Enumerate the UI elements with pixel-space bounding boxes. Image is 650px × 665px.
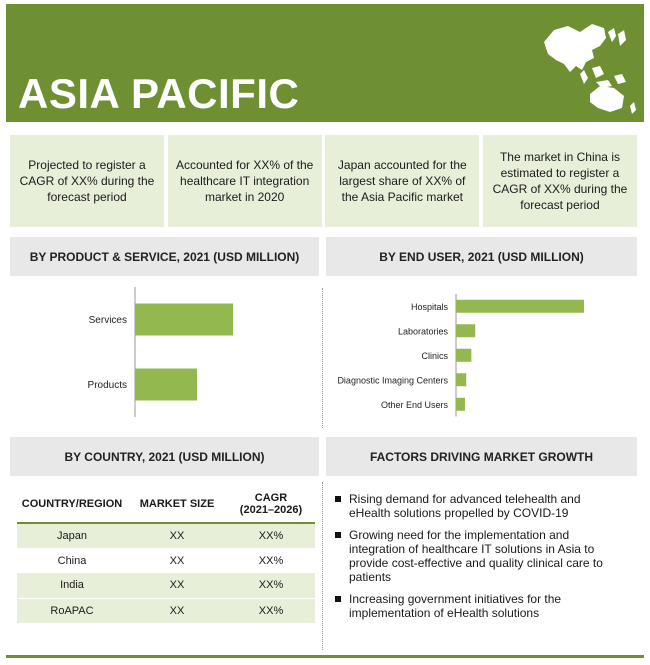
list-item <box>335 592 625 620</box>
table-row <box>17 598 315 623</box>
bar-other-end-users <box>456 398 465 411</box>
list-item <box>335 528 625 584</box>
category-label: Other End Users <box>380 399 448 410</box>
enduser-section-header: BY END USER, 2021 (USD MILLION) <box>326 237 637 276</box>
cagr-cell: XX% <box>258 554 284 567</box>
bar-services <box>135 304 233 336</box>
cagr-cell: XX% <box>227 573 315 598</box>
category-label: Diagnostic Imaging Centers <box>337 375 448 386</box>
stat-share-2020: Accounted for XX% of the healthcare IT integration market in 2020 <box>168 135 322 227</box>
size-cell: XX <box>169 554 185 567</box>
table-row <box>17 573 315 598</box>
table-row <box>17 523 315 548</box>
factor-text: Growing need for the implementation and integration of healthcare IT solutions in Asia to provide cost-effective and quality clinical care to patients <box>349 528 603 584</box>
category-label: Laboratories <box>397 326 448 337</box>
cagr-label: CAGR <box>254 491 288 504</box>
bottom-rule <box>6 655 644 658</box>
factors-section-header: FACTORS DRIVING MARKET GROWTH <box>326 437 637 476</box>
country-section-header: BY COUNTRY, 2021 (USD MILLION) <box>10 437 319 476</box>
table-row <box>17 548 315 573</box>
category-label: Clinics <box>421 350 448 361</box>
col-header-size: MARKET SIZE <box>127 481 227 523</box>
cagr-period: (2021–2026) <box>239 503 303 516</box>
key-stats <box>10 135 637 227</box>
bar-diagnostic-imaging-centers <box>456 373 466 386</box>
region-title: ASIA PACIFIC <box>18 70 300 117</box>
bar-hospitals <box>456 300 584 313</box>
product-section-header: BY PRODUCT & SERVICE, 2021 (USD MILLION) <box>10 237 319 276</box>
factor-text: Rising demand for advanced telehealth and eHealth solutions propelled by COVID-19 <box>349 492 581 520</box>
bullet-icon <box>335 532 341 538</box>
region-cell: RoAPAC <box>17 598 127 623</box>
col-header-region: COUNTRY/REGION <box>17 481 127 523</box>
asia-pacific-map-icon <box>534 12 642 118</box>
region-cell: India <box>17 573 127 598</box>
list-item <box>335 492 625 520</box>
size-cell: XX <box>127 573 227 598</box>
category-label: Hospitals <box>410 301 448 312</box>
category-label: Products <box>87 380 127 391</box>
end-user-chart <box>326 285 637 425</box>
country-table <box>17 481 315 623</box>
bar-clinics <box>456 349 471 362</box>
stat-japan-share: Japan accounted for the largest share of XX% of the Asia Pacific market <box>325 135 479 227</box>
cagr-cell: XX% <box>227 598 315 623</box>
stat-cagr: Projected to register a CAGR of XX% during the forecast period <box>10 135 164 227</box>
region-cell: China <box>57 554 87 567</box>
col-header-cagr <box>227 481 315 523</box>
bar-products <box>135 369 197 401</box>
factor-text: Increasing government initiatives for the implementation of eHealth solutions <box>349 592 562 620</box>
region-cell: Japan <box>17 523 127 548</box>
stat-china-cagr: The market in China is estimated to register a CAGR of XX% during the forecast period <box>483 135 637 227</box>
chart-divider <box>322 288 323 428</box>
bullet-icon <box>335 496 341 502</box>
category-label: Services <box>88 315 127 326</box>
table-divider <box>322 482 323 650</box>
size-cell: XX <box>127 523 227 548</box>
region-banner <box>6 4 644 122</box>
growth-factors-list <box>335 492 625 628</box>
bar-laboratories <box>456 324 475 337</box>
product-service-chart <box>10 285 320 425</box>
cagr-cell: XX% <box>227 523 315 548</box>
size-cell: XX <box>127 598 227 623</box>
bullet-icon <box>335 596 341 602</box>
